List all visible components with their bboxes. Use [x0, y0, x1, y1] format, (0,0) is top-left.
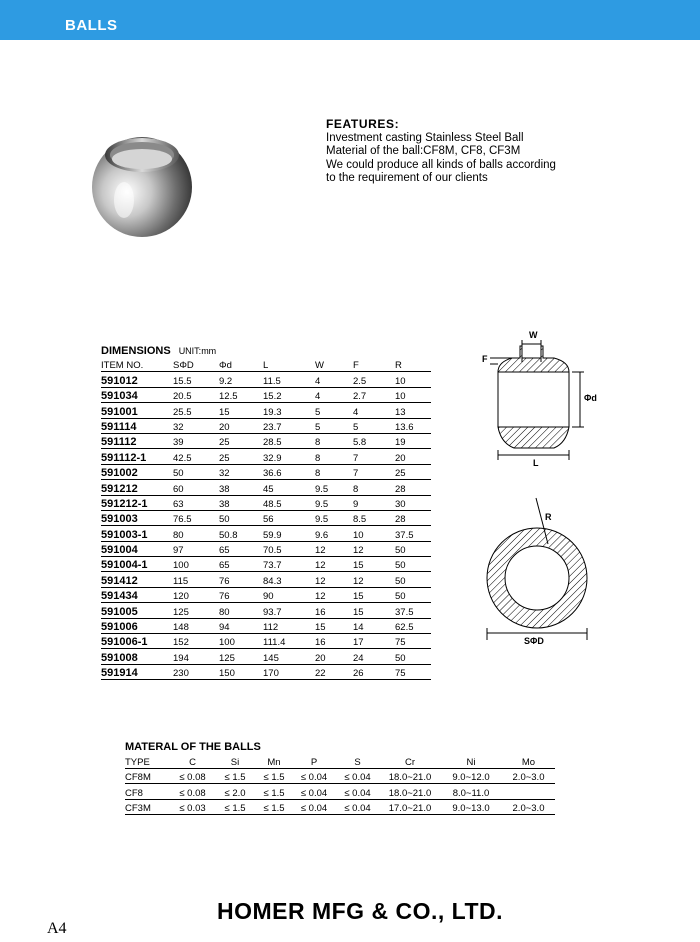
composition-cell: 9.0~12.0 — [440, 768, 502, 784]
dimension-cell: 2.5 — [353, 372, 395, 387]
material-type: CF8 — [125, 784, 170, 800]
feature-line: to the requirement of our clients — [326, 172, 488, 184]
dimension-cell: 120 — [173, 587, 219, 602]
dimension-cell: 194 — [173, 649, 219, 664]
dimension-cell: 26 — [353, 664, 395, 679]
composition-cell: ≤ 0.04 — [293, 799, 335, 815]
col-header: TYPE — [125, 753, 170, 768]
dimension-cell: 15.2 — [263, 387, 315, 402]
dimension-cell: 60 — [173, 480, 219, 495]
dimension-cell: 50 — [395, 649, 431, 664]
dimension-cell: 150 — [219, 664, 263, 679]
dimension-cell: 15 — [353, 587, 395, 602]
dimension-cell: 170 — [263, 664, 315, 679]
dimension-cell: 15 — [353, 557, 395, 572]
col-header: Mn — [255, 753, 293, 768]
dimension-cell: 10 — [395, 372, 431, 387]
dimension-cell: 13.6 — [395, 418, 431, 433]
item-number: 591004-1 — [101, 557, 173, 572]
dimension-cell: 50 — [219, 510, 263, 525]
materials-header-row — [125, 753, 555, 768]
dimension-cell: 15 — [353, 603, 395, 618]
dimension-cell: 39 — [173, 433, 219, 448]
item-number: 591012 — [101, 372, 173, 387]
dimension-cell: 5 — [315, 418, 353, 433]
dimension-cell: 8 — [315, 433, 353, 448]
dimension-cell: 45 — [263, 480, 315, 495]
dimension-cell: 73.7 — [263, 557, 315, 572]
dimension-cell: 80 — [173, 526, 219, 541]
dimension-cell: 56 — [263, 510, 315, 525]
col-header: Mo — [502, 753, 555, 768]
item-number: 591112-1 — [101, 449, 173, 464]
dimension-cell: 50 — [395, 541, 431, 556]
dimension-cell: 2.7 — [353, 387, 395, 402]
dimension-cell: 112 — [263, 618, 315, 633]
label-d: Φd — [584, 393, 597, 403]
item-number: 591008 — [101, 649, 173, 664]
composition-cell: 17.0~21.0 — [380, 799, 440, 815]
composition-cell: ≤ 0.04 — [335, 799, 380, 815]
feature-line: Investment casting Stainless Steel Ball — [326, 131, 524, 144]
dimension-cell: 37.5 — [395, 526, 431, 541]
composition-cell: 8.0~11.0 — [440, 784, 502, 800]
dimension-cell: 148 — [173, 618, 219, 633]
dimension-cell: 13 — [395, 403, 431, 418]
dimension-cell: 7 — [353, 464, 395, 479]
dimension-cell: 48.5 — [263, 495, 315, 510]
dimension-cell: 12 — [353, 541, 395, 556]
materials-table — [125, 753, 555, 815]
dimension-cell: 24 — [353, 649, 395, 664]
item-number: 591034 — [101, 387, 173, 402]
item-number: 591006-1 — [101, 634, 173, 649]
dimension-cell: 19.3 — [263, 403, 315, 418]
col-header: C — [170, 753, 215, 768]
dimension-cell: 152 — [173, 634, 219, 649]
composition-cell: 2.0~3.0 — [502, 768, 555, 784]
dimension-cell: 28 — [395, 480, 431, 495]
dimension-cell: 14 — [353, 618, 395, 633]
composition-cell — [502, 784, 555, 800]
item-number: 591003-1 — [101, 526, 173, 541]
dimension-cell: 9.5 — [315, 510, 353, 525]
dimension-cell: 100 — [173, 557, 219, 572]
dimension-cell: 93.7 — [263, 603, 315, 618]
dimension-cell: 20 — [315, 649, 353, 664]
features-heading: FEATURES: — [326, 117, 400, 131]
dimensions-title-text: DIMENSIONS — [101, 345, 171, 357]
dimension-cell: 62.5 — [395, 618, 431, 633]
table-row — [125, 768, 555, 784]
dimension-cell: 75 — [395, 664, 431, 679]
item-number: 591212 — [101, 480, 173, 495]
composition-cell: ≤ 1.5 — [215, 799, 255, 815]
dimension-cell: 12 — [315, 557, 353, 572]
dimension-cell: 16 — [315, 634, 353, 649]
dimension-cell: 50 — [395, 572, 431, 587]
materials-section — [125, 741, 555, 815]
col-header: SΦD — [173, 357, 219, 372]
table-row — [125, 799, 555, 815]
dimension-cell: 94 — [219, 618, 263, 633]
dimension-cell: 32.9 — [263, 449, 315, 464]
dimension-cell: 19 — [395, 433, 431, 448]
material-type: CF3M — [125, 799, 170, 815]
dimension-cell: 63 — [173, 495, 219, 510]
dimension-cell: 115 — [173, 572, 219, 587]
dimension-cell: 25.5 — [173, 403, 219, 418]
col-header: Cr — [380, 753, 440, 768]
item-number: 591914 — [101, 664, 173, 679]
label-f: F — [482, 354, 488, 364]
dimension-cell: 12 — [315, 587, 353, 602]
dimension-cell: 80 — [219, 603, 263, 618]
dimension-cell: 38 — [219, 495, 263, 510]
composition-cell: ≤ 0.03 — [170, 799, 215, 815]
dimension-cell: 125 — [219, 649, 263, 664]
dimension-cell: 8 — [315, 449, 353, 464]
composition-cell: ≤ 1.5 — [215, 768, 255, 784]
label-r: R — [545, 512, 552, 522]
composition-cell: 18.0~21.0 — [380, 768, 440, 784]
composition-cell: ≤ 2.0 — [215, 784, 255, 800]
dimension-cell: 230 — [173, 664, 219, 679]
dimension-cell: 32 — [219, 464, 263, 479]
dimension-cell: 125 — [173, 603, 219, 618]
dimension-cell: 76.5 — [173, 510, 219, 525]
col-header: P — [293, 753, 335, 768]
dimension-cell: 42.5 — [173, 449, 219, 464]
dimension-cell: 50 — [173, 464, 219, 479]
dimension-cell: 25 — [219, 433, 263, 448]
dimension-cell: 25 — [219, 449, 263, 464]
dimension-cell: 30 — [395, 495, 431, 510]
item-number: 591434 — [101, 587, 173, 602]
dimension-cell: 8.5 — [353, 510, 395, 525]
dimension-cell: 4 — [353, 403, 395, 418]
dimension-cell: 90 — [263, 587, 315, 602]
dimension-cell: 7 — [353, 449, 395, 464]
dimension-cell: 5.8 — [353, 433, 395, 448]
dimension-cell: 4 — [315, 372, 353, 387]
dimension-cell: 15 — [219, 403, 263, 418]
dimension-cell: 15.5 — [173, 372, 219, 387]
item-number: 591003 — [101, 510, 173, 525]
item-number: 591412 — [101, 572, 173, 587]
item-number: 591114 — [101, 418, 173, 433]
dimension-cell: 111.4 — [263, 634, 315, 649]
dimension-cell: 4 — [315, 387, 353, 402]
dimension-cell: 75 — [395, 634, 431, 649]
material-type: CF8M — [125, 768, 170, 784]
item-number: 591002 — [101, 464, 173, 479]
item-number: 591001 — [101, 403, 173, 418]
composition-cell: 2.0~3.0 — [502, 799, 555, 815]
item-number: 591112 — [101, 433, 173, 448]
dimension-cell: 50.8 — [219, 526, 263, 541]
section-title: BALLS — [65, 17, 118, 34]
dimension-cell: 50 — [395, 587, 431, 602]
dimension-cell: 20.5 — [173, 387, 219, 402]
composition-cell: ≤ 1.5 — [255, 784, 293, 800]
col-header: Φd — [219, 357, 263, 372]
composition-cell: ≤ 0.04 — [293, 768, 335, 784]
composition-cell: ≤ 0.04 — [293, 784, 335, 800]
col-header: S — [335, 753, 380, 768]
label-sd: SΦD — [524, 636, 544, 646]
col-header: R — [395, 357, 431, 372]
dimension-cell: 28.5 — [263, 433, 315, 448]
dimension-cell: 12.5 — [219, 387, 263, 402]
composition-cell: ≤ 1.5 — [255, 768, 293, 784]
dimension-cell: 38 — [219, 480, 263, 495]
item-number: 591212-1 — [101, 495, 173, 510]
dimension-cell: 8 — [315, 464, 353, 479]
composition-cell: ≤ 0.08 — [170, 768, 215, 784]
dimension-cell: 15 — [315, 618, 353, 633]
dimension-cell: 70.5 — [263, 541, 315, 556]
composition-cell: 18.0~21.0 — [380, 784, 440, 800]
unit-label: UNIT:mm — [178, 346, 217, 356]
composition-cell: 9.0~13.0 — [440, 799, 502, 815]
page-number: A4 — [47, 920, 67, 937]
dimension-cell: 25 — [395, 464, 431, 479]
dimension-cell: 97 — [173, 541, 219, 556]
composition-cell: ≤ 0.04 — [335, 784, 380, 800]
dimension-cell: 50 — [395, 557, 431, 572]
dimension-cell: 5 — [353, 418, 395, 433]
dimension-cell: 9.6 — [315, 526, 353, 541]
dimension-cell: 100 — [219, 634, 263, 649]
dimension-cell: 9 — [353, 495, 395, 510]
dimension-cell: 9.5 — [315, 495, 353, 510]
dimension-cell: 37.5 — [395, 603, 431, 618]
dimension-cell: 9.2 — [219, 372, 263, 387]
dimension-cell: 20 — [219, 418, 263, 433]
materials-title: MATERAL OF THE BALLS — [125, 741, 261, 753]
dimension-cell: 28 — [395, 510, 431, 525]
dimension-cell: 65 — [219, 557, 263, 572]
col-header: F — [353, 357, 395, 372]
dimension-cell: 59.9 — [263, 526, 315, 541]
dimension-cell: 84.3 — [263, 572, 315, 587]
dimension-cell: 65 — [219, 541, 263, 556]
col-header: Si — [215, 753, 255, 768]
dimension-cell: 16 — [315, 603, 353, 618]
dimension-cell: 17 — [353, 634, 395, 649]
dimension-cell: 20 — [395, 449, 431, 464]
table-row — [125, 784, 555, 800]
dimension-cell: 22 — [315, 664, 353, 679]
composition-cell: ≤ 1.5 — [255, 799, 293, 815]
dimension-cell: 145 — [263, 649, 315, 664]
item-number: 591005 — [101, 603, 173, 618]
dimension-cell: 10 — [395, 387, 431, 402]
label-l: L — [533, 458, 539, 468]
company-name: HOMER MFG & CO., LTD. — [216, 898, 504, 924]
dimension-cell: 76 — [219, 587, 263, 602]
item-number: 591004 — [101, 541, 173, 556]
feature-line: Material of the ball:CF8M, CF8, CF3M — [326, 145, 521, 157]
top-view-drawing — [487, 498, 587, 640]
label-w: W — [529, 330, 538, 340]
dimension-cell: 36.6 — [263, 464, 315, 479]
composition-cell: ≤ 0.08 — [170, 784, 215, 800]
col-header: W — [315, 357, 353, 372]
dimension-cell: 76 — [219, 572, 263, 587]
col-header: ITEM NO. — [101, 357, 173, 372]
dimension-cell: 5 — [315, 403, 353, 418]
dimension-cell: 9.5 — [315, 480, 353, 495]
col-header: L — [263, 357, 315, 372]
col-header: Ni — [440, 753, 502, 768]
feature-line: We could produce all kinds of balls according — [326, 158, 556, 171]
dimension-cell: 12 — [353, 572, 395, 587]
composition-cell: ≤ 0.04 — [335, 768, 380, 784]
item-number: 591006 — [101, 618, 173, 633]
dimension-cell: 32 — [173, 418, 219, 433]
dimension-cell: 10 — [353, 526, 395, 541]
dimension-cell: 8 — [353, 480, 395, 495]
dimension-cell: 12 — [315, 572, 353, 587]
dimension-cell: 11.5 — [263, 372, 315, 387]
side-view-drawing — [490, 340, 584, 460]
dimension-cell: 23.7 — [263, 418, 315, 433]
dimension-cell: 12 — [315, 541, 353, 556]
